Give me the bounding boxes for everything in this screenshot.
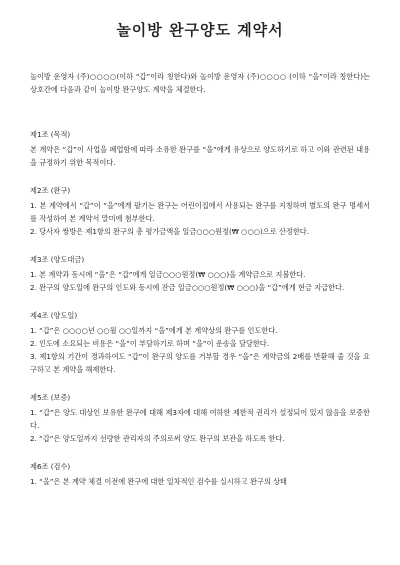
article-1 [30, 128, 370, 169]
article-title: 제5조 (보증) [30, 393, 71, 402]
article-line: 1. 본 계약에서 “갑”이 “을”에게 팔기는 완구는 어린이집에서 사용되는 완구를 지칭하며 별도의 완구 명세서를 작성하여 본 계약서 말미에 첨부한다. [30, 201, 370, 223]
article-3 [30, 253, 370, 294]
article-line: 2. “갑”은 양도일까지 선량한 관리자의 주의로써 양도 완구의 보관을 하도록 한다. [30, 434, 285, 443]
article-title: 제1조 (목적) [30, 130, 71, 139]
article-line: 2. 당사자 쌍방은 제1항의 완구의 총 평가금액을 일금○○○원정(₩ ○○○)으로 산정한다. [30, 227, 310, 236]
article-title: 제6조 (검수) [30, 462, 71, 471]
article-5 [30, 391, 370, 445]
article-6 [30, 460, 370, 488]
article-line: 본 계약은 “갑”이 사업을 폐업함에 따라 소유한 완구를 “을”에게 유상으로 양도하기로 하고 이와 관련된 내용을 규정하기 위한 목적이다. [30, 145, 370, 167]
article-line: 1. “갑”은 ○○○○년 ○○월 ○○일까지 “을”에게 본 계약상의 완구를 인도한다. [30, 326, 278, 335]
article-title: 제4조 (양도일) [30, 311, 78, 320]
article-line: 1. “갑”은 양도 대상인 보유한 완구에 대해 제3자에 대해 여하한 제한적 권리가 설정되어 있지 않음을 보증한다. [30, 408, 370, 430]
article-line: 1. “을”은 본 계약 체결 이전에 완구에 대한 일차적인 검수를 실시하고 완구의 상태 [30, 477, 287, 486]
article-4 [30, 309, 370, 376]
document-title: 놀이방 완구양도 계약서 [116, 21, 284, 39]
article-line: 2. 완구의 양도일에 완구의 인도와 동시에 잔금 일금○○○원정(₩ ○○○)을 “갑”에게 현금 지급한다. [30, 283, 345, 292]
article-line: 3. 제1항의 기간이 경과하여도 “갑”이 완구의 양도를 거부할 경우 “을”은 계약금의 2배를 반환해 줄 것을 요구하고 본 계약을 해제한다. [30, 352, 370, 374]
article-line: 1. 본 계약과 동시에 “을”은 “갑”에게 일금○○○원정(₩ ○○○)을 계약금으로 지불한다. [30, 270, 306, 279]
intro-paragraph: 놀이방 운영자 (주)○○○○(이하 “갑”이라 칭한다)와 놀이방 운영자 (주)○○○○ (이하 “을”이라 칭한다)는 상호간에 다음과 같이 놀이방 완구양도 계약을 체결한다. [30, 72, 370, 94]
article-title: 제3조 (양도대금) [30, 255, 85, 264]
article-title: 제2조 (완구) [30, 186, 71, 195]
article-2 [30, 184, 370, 238]
article-line: 2. 인도에 소요되는 비용은 “을”이 부담하기로 하며 “을”이 운송을 담당한다. [30, 339, 270, 348]
